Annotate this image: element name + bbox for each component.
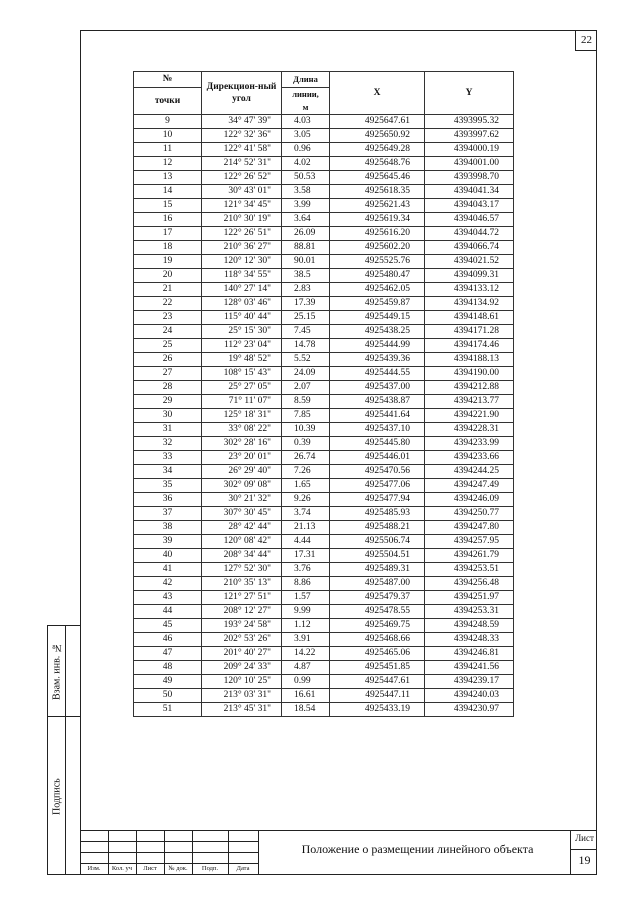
table-row xyxy=(134,661,514,675)
table-row xyxy=(134,227,514,241)
direction-angle-cell: 213° 45' 31" xyxy=(202,703,282,717)
coord-x-cell: 4925437.00 xyxy=(330,381,425,395)
table-row xyxy=(134,479,514,493)
table-row xyxy=(134,143,514,157)
direction-angle-cell: 19° 48' 52" xyxy=(202,353,282,367)
direction-angle-cell: 210° 35' 13" xyxy=(202,577,282,591)
header-length-unit: м xyxy=(282,101,330,115)
table-row xyxy=(134,703,514,717)
coord-x-cell: 4925480.47 xyxy=(330,269,425,283)
point-number-cell: 51 xyxy=(134,703,202,717)
point-number-cell: 27 xyxy=(134,367,202,381)
line-length-cell: 25.15 xyxy=(282,311,330,325)
line-length-cell: 8.86 xyxy=(282,577,330,591)
coord-x-cell: 4925441.64 xyxy=(330,409,425,423)
point-number-cell: 13 xyxy=(134,171,202,185)
coord-x-cell: 4925618.35 xyxy=(330,185,425,199)
coord-y-cell: 4394000.19 xyxy=(425,143,514,157)
table-row xyxy=(134,283,514,297)
header-length-top: Длина xyxy=(282,72,330,88)
coord-x-cell: 4925439.36 xyxy=(330,353,425,367)
line-length-cell: 0.99 xyxy=(282,675,330,689)
point-number-cell: 23 xyxy=(134,311,202,325)
document-title: Положение о размещении линейного объекта xyxy=(301,842,534,856)
coord-x-cell: 4925437.10 xyxy=(330,423,425,437)
coord-y-cell: 4394188.13 xyxy=(425,353,514,367)
direction-angle-cell: 121° 34' 45" xyxy=(202,199,282,213)
line-length-cell: 3.58 xyxy=(282,185,330,199)
direction-angle-cell: 120° 08' 42" xyxy=(202,535,282,549)
table-row xyxy=(134,563,514,577)
direction-angle-cell: 302° 09' 08" xyxy=(202,479,282,493)
table-row xyxy=(134,605,514,619)
header-x: X xyxy=(330,72,425,115)
table-row xyxy=(134,325,514,339)
direction-angle-cell: 213° 03' 31" xyxy=(202,689,282,703)
point-number-cell: 49 xyxy=(134,675,202,689)
coord-x-cell: 4925449.15 xyxy=(330,311,425,325)
table-row xyxy=(134,353,514,367)
direction-angle-cell: 25° 15' 30" xyxy=(202,325,282,339)
direction-angle-cell: 210° 30' 19" xyxy=(202,213,282,227)
line-length-cell: 14.78 xyxy=(282,339,330,353)
point-number-cell: 25 xyxy=(134,339,202,353)
table-row xyxy=(134,129,514,143)
coord-x-cell: 4925485.93 xyxy=(330,507,425,521)
point-number-cell: 17 xyxy=(134,227,202,241)
point-number-cell: 19 xyxy=(134,255,202,269)
table-row xyxy=(134,437,514,451)
page-number: 22 xyxy=(575,31,597,51)
point-number-cell: 37 xyxy=(134,507,202,521)
direction-angle-cell: 120° 12' 30" xyxy=(202,255,282,269)
coord-y-cell: 4394099.31 xyxy=(425,269,514,283)
stamp-label-list: Лист xyxy=(143,865,157,872)
table-row xyxy=(134,199,514,213)
coord-y-cell: 4394256.48 xyxy=(425,577,514,591)
line-length-cell: 1.12 xyxy=(282,619,330,633)
header-length-mid: линии, xyxy=(282,88,330,102)
table-row xyxy=(134,507,514,521)
coord-y-cell: 4394253.31 xyxy=(425,605,514,619)
point-number-cell: 39 xyxy=(134,535,202,549)
sheet-number: 19 xyxy=(578,853,591,867)
point-number-cell: 10 xyxy=(134,129,202,143)
line-length-cell: 8.59 xyxy=(282,395,330,409)
direction-angle-cell: 30° 21' 32" xyxy=(202,493,282,507)
coord-x-cell: 4925470.56 xyxy=(330,465,425,479)
coord-x-cell: 4925506.74 xyxy=(330,535,425,549)
table-row xyxy=(134,241,514,255)
direction-angle-cell: 115° 40' 44" xyxy=(202,311,282,325)
coord-y-cell: 4394001.00 xyxy=(425,157,514,171)
direction-angle-cell: 33° 08' 22" xyxy=(202,423,282,437)
coord-x-cell: 4925602.20 xyxy=(330,241,425,255)
coord-x-cell: 4925446.01 xyxy=(330,451,425,465)
point-number-cell: 22 xyxy=(134,297,202,311)
table-row xyxy=(134,311,514,325)
coord-y-cell: 4393998.70 xyxy=(425,171,514,185)
coord-x-cell: 4925462.05 xyxy=(330,283,425,297)
point-number-cell: 50 xyxy=(134,689,202,703)
line-length-cell: 14.22 xyxy=(282,647,330,661)
coord-x-cell: 4925649.28 xyxy=(330,143,425,157)
direction-angle-cell: 122° 26' 52" xyxy=(202,171,282,185)
coord-y-cell: 4394228.31 xyxy=(425,423,514,437)
direction-angle-cell: 23° 20' 01" xyxy=(202,451,282,465)
direction-angle-cell: 122° 32' 36" xyxy=(202,129,282,143)
direction-angle-cell: 127° 52' 30" xyxy=(202,563,282,577)
coord-y-cell: 4394133.12 xyxy=(425,283,514,297)
coord-x-cell: 4925468.66 xyxy=(330,633,425,647)
direction-angle-cell: 25° 27' 05" xyxy=(202,381,282,395)
coord-y-cell: 4394250.77 xyxy=(425,507,514,521)
title-block xyxy=(80,830,597,875)
line-length-cell: 24.09 xyxy=(282,367,330,381)
point-number-cell: 21 xyxy=(134,283,202,297)
table-row xyxy=(134,255,514,269)
coord-x-cell: 4925489.31 xyxy=(330,563,425,577)
line-length-cell: 4.44 xyxy=(282,535,330,549)
line-length-cell: 50.53 xyxy=(282,171,330,185)
direction-angle-cell: 121° 27' 51" xyxy=(202,591,282,605)
line-length-cell: 3.91 xyxy=(282,633,330,647)
coord-y-cell: 4394230.97 xyxy=(425,703,514,717)
direction-angle-cell: 201° 40' 27" xyxy=(202,647,282,661)
point-number-cell: 45 xyxy=(134,619,202,633)
coord-y-cell: 4394233.99 xyxy=(425,437,514,451)
coordinates-table xyxy=(133,71,514,717)
point-number-cell: 16 xyxy=(134,213,202,227)
point-number-cell: 40 xyxy=(134,549,202,563)
point-number-cell: 28 xyxy=(134,381,202,395)
line-length-cell: 16.61 xyxy=(282,689,330,703)
point-number-cell: 38 xyxy=(134,521,202,535)
direction-angle-cell: 30° 43' 01" xyxy=(202,185,282,199)
line-length-cell: 3.76 xyxy=(282,563,330,577)
line-length-cell: 26.09 xyxy=(282,227,330,241)
direction-angle-cell: 112° 23' 04" xyxy=(202,339,282,353)
table-body xyxy=(134,115,514,717)
coord-x-cell: 4925647.61 xyxy=(330,115,425,129)
coord-y-cell: 4394241.56 xyxy=(425,661,514,675)
line-length-cell: 3.64 xyxy=(282,213,330,227)
point-number-cell: 41 xyxy=(134,563,202,577)
coord-y-cell: 4394246.81 xyxy=(425,647,514,661)
coord-x-cell: 4925433.19 xyxy=(330,703,425,717)
line-length-cell: 26.74 xyxy=(282,451,330,465)
coord-y-cell: 4394021.52 xyxy=(425,255,514,269)
direction-angle-cell: 26° 29' 40" xyxy=(202,465,282,479)
line-length-cell: 38.5 xyxy=(282,269,330,283)
table-row xyxy=(134,535,514,549)
point-number-cell: 31 xyxy=(134,423,202,437)
point-number-cell: 36 xyxy=(134,493,202,507)
stamp-label-doc-num: № док. xyxy=(168,865,188,872)
coord-x-cell: 4925447.61 xyxy=(330,675,425,689)
line-length-cell: 7.85 xyxy=(282,409,330,423)
table-header xyxy=(134,72,514,115)
coord-x-cell: 4925488.21 xyxy=(330,521,425,535)
line-length-cell: 3.05 xyxy=(282,129,330,143)
point-number-cell: 34 xyxy=(134,465,202,479)
table-row xyxy=(134,213,514,227)
line-length-cell: 0.39 xyxy=(282,437,330,451)
table-row xyxy=(134,647,514,661)
stamp-label-podp: Подп. xyxy=(201,865,219,872)
coord-y-cell: 4394246.09 xyxy=(425,493,514,507)
coord-y-cell: 4394148.61 xyxy=(425,311,514,325)
point-number-cell: 32 xyxy=(134,437,202,451)
coord-y-cell: 4394247.49 xyxy=(425,479,514,493)
coord-y-cell: 4394066.74 xyxy=(425,241,514,255)
table-row xyxy=(134,591,514,605)
coord-x-cell: 4925478.55 xyxy=(330,605,425,619)
line-length-cell: 0.96 xyxy=(282,143,330,157)
table-row xyxy=(134,409,514,423)
point-number-cell: 12 xyxy=(134,157,202,171)
header-angle-label: Дирекцион-ный угол xyxy=(206,82,277,104)
coord-y-cell: 4393995.32 xyxy=(425,115,514,129)
table-row xyxy=(134,633,514,647)
coord-y-cell: 4394190.00 xyxy=(425,367,514,381)
coord-y-cell: 4394043.17 xyxy=(425,199,514,213)
table-row xyxy=(134,675,514,689)
coord-x-cell: 4925525.76 xyxy=(330,255,425,269)
sheet-label: Лист xyxy=(575,833,594,843)
header-num-sub: точки xyxy=(134,88,202,115)
point-number-cell: 42 xyxy=(134,577,202,591)
coord-y-cell: 4394041.34 xyxy=(425,185,514,199)
line-length-cell: 9.99 xyxy=(282,605,330,619)
table-row xyxy=(134,367,514,381)
point-number-cell: 33 xyxy=(134,451,202,465)
coord-x-cell: 4925650.92 xyxy=(330,129,425,143)
direction-angle-cell: 120° 10' 25" xyxy=(202,675,282,689)
table-row xyxy=(134,577,514,591)
coord-x-cell: 4925438.25 xyxy=(330,325,425,339)
point-number-cell: 35 xyxy=(134,479,202,493)
coord-x-cell: 4925447.11 xyxy=(330,689,425,703)
point-number-cell: 44 xyxy=(134,605,202,619)
direction-angle-cell: 202° 53' 26" xyxy=(202,633,282,647)
coord-x-cell: 4925616.20 xyxy=(330,227,425,241)
coord-y-cell: 4394247.80 xyxy=(425,521,514,535)
direction-angle-cell: 208° 12' 27" xyxy=(202,605,282,619)
line-length-cell: 4.02 xyxy=(282,157,330,171)
line-length-cell: 7.26 xyxy=(282,465,330,479)
point-number-cell: 29 xyxy=(134,395,202,409)
header-angle xyxy=(202,72,282,115)
point-number-cell: 20 xyxy=(134,269,202,283)
table-row xyxy=(134,339,514,353)
line-length-cell: 18.54 xyxy=(282,703,330,717)
direction-angle-cell: 122° 26' 51" xyxy=(202,227,282,241)
direction-angle-cell: 209° 24' 33" xyxy=(202,661,282,675)
point-number-cell: 11 xyxy=(134,143,202,157)
table-row xyxy=(134,297,514,311)
point-number-cell: 30 xyxy=(134,409,202,423)
coord-y-cell: 4394248.33 xyxy=(425,633,514,647)
direction-angle-cell: 193° 24' 58" xyxy=(202,619,282,633)
coord-y-cell: 4394212.88 xyxy=(425,381,514,395)
table-row xyxy=(134,549,514,563)
coord-y-cell: 4394174.46 xyxy=(425,339,514,353)
line-length-cell: 1.57 xyxy=(282,591,330,605)
direction-angle-cell: 208° 34' 44" xyxy=(202,549,282,563)
table-row xyxy=(134,619,514,633)
direction-angle-cell: 125° 18' 31" xyxy=(202,409,282,423)
coord-x-cell: 4925477.94 xyxy=(330,493,425,507)
side-stamp xyxy=(47,625,81,875)
point-number-cell: 24 xyxy=(134,325,202,339)
coord-x-cell: 4925619.34 xyxy=(330,213,425,227)
line-length-cell: 5.52 xyxy=(282,353,330,367)
direction-angle-cell: 34° 47' 39" xyxy=(202,115,282,129)
table-row xyxy=(134,395,514,409)
coord-y-cell: 4394257.95 xyxy=(425,535,514,549)
coord-y-cell: 4394171.28 xyxy=(425,325,514,339)
point-number-cell: 9 xyxy=(134,115,202,129)
stamp-label-kol-uch: Кол. уч xyxy=(111,865,133,872)
vzam-inv-label: Взам. инв. № xyxy=(51,642,63,700)
coord-x-cell: 4925451.85 xyxy=(330,661,425,675)
line-length-cell: 1.65 xyxy=(282,479,330,493)
coord-x-cell: 4925438.87 xyxy=(330,395,425,409)
coord-y-cell: 4394233.66 xyxy=(425,451,514,465)
coord-y-cell: 4394240.03 xyxy=(425,689,514,703)
coord-x-cell: 4925487.00 xyxy=(330,577,425,591)
table-row xyxy=(134,157,514,171)
header-num: № xyxy=(134,72,202,88)
table-row xyxy=(134,171,514,185)
line-length-cell: 7.45 xyxy=(282,325,330,339)
point-number-cell: 26 xyxy=(134,353,202,367)
line-length-cell: 21.13 xyxy=(282,521,330,535)
direction-angle-cell: 28° 42' 44" xyxy=(202,521,282,535)
coord-y-cell: 4394261.79 xyxy=(425,549,514,563)
coord-x-cell: 4925444.55 xyxy=(330,367,425,381)
line-length-cell: 9.26 xyxy=(282,493,330,507)
direction-angle-cell: 71° 11' 07" xyxy=(202,395,282,409)
table-row xyxy=(134,465,514,479)
coord-y-cell: 4394239.17 xyxy=(425,675,514,689)
point-number-cell: 46 xyxy=(134,633,202,647)
table-row xyxy=(134,689,514,703)
coord-x-cell: 4925444.99 xyxy=(330,339,425,353)
coord-y-cell: 4394248.59 xyxy=(425,619,514,633)
point-number-cell: 18 xyxy=(134,241,202,255)
table-row xyxy=(134,269,514,283)
direction-angle-cell: 140° 27' 14" xyxy=(202,283,282,297)
direction-angle-cell: 302° 28' 16" xyxy=(202,437,282,451)
stamp-label-izm: Изм. xyxy=(87,865,101,872)
direction-angle-cell: 210° 36' 27" xyxy=(202,241,282,255)
coord-x-cell: 4925459.87 xyxy=(330,297,425,311)
table-row xyxy=(134,381,514,395)
coord-y-cell: 4394044.72 xyxy=(425,227,514,241)
coord-x-cell: 4925648.76 xyxy=(330,157,425,171)
coord-x-cell: 4925621.43 xyxy=(330,199,425,213)
table-row xyxy=(134,493,514,507)
point-number-cell: 15 xyxy=(134,199,202,213)
point-number-cell: 47 xyxy=(134,647,202,661)
line-length-cell: 4.87 xyxy=(282,661,330,675)
table-row xyxy=(134,521,514,535)
direction-angle-cell: 307° 30' 45" xyxy=(202,507,282,521)
line-length-cell: 17.31 xyxy=(282,549,330,563)
line-length-cell: 4.03 xyxy=(282,115,330,129)
coord-y-cell: 4394244.25 xyxy=(425,465,514,479)
line-length-cell: 2.83 xyxy=(282,283,330,297)
direction-angle-cell: 118° 34' 55" xyxy=(202,269,282,283)
point-number-cell: 48 xyxy=(134,661,202,675)
coord-y-cell: 4394251.97 xyxy=(425,591,514,605)
line-length-cell: 2.07 xyxy=(282,381,330,395)
line-length-cell: 3.74 xyxy=(282,507,330,521)
line-length-cell: 88.81 xyxy=(282,241,330,255)
coord-x-cell: 4925479.37 xyxy=(330,591,425,605)
point-number-cell: 14 xyxy=(134,185,202,199)
stamp-label-date: Дата xyxy=(236,865,250,872)
coord-x-cell: 4925504.51 xyxy=(330,549,425,563)
table-row xyxy=(134,115,514,129)
coord-x-cell: 4925645.46 xyxy=(330,171,425,185)
direction-angle-cell: 122° 41' 58" xyxy=(202,143,282,157)
line-length-cell: 17.39 xyxy=(282,297,330,311)
header-y: Y xyxy=(425,72,514,115)
direction-angle-cell: 128° 03' 46" xyxy=(202,297,282,311)
coord-x-cell: 4925445.80 xyxy=(330,437,425,451)
table-row xyxy=(134,451,514,465)
coord-y-cell: 4394221.90 xyxy=(425,409,514,423)
podpis-label: Подпись xyxy=(51,778,63,816)
table-row xyxy=(134,185,514,199)
line-length-cell: 90.01 xyxy=(282,255,330,269)
coord-y-cell: 4394046.57 xyxy=(425,213,514,227)
line-length-cell: 10.39 xyxy=(282,423,330,437)
coord-y-cell: 4393997.62 xyxy=(425,129,514,143)
coord-y-cell: 4394134.92 xyxy=(425,297,514,311)
point-number-cell: 43 xyxy=(134,591,202,605)
coord-x-cell: 4925469.75 xyxy=(330,619,425,633)
direction-angle-cell: 214° 52' 31" xyxy=(202,157,282,171)
coord-y-cell: 4394253.51 xyxy=(425,563,514,577)
direction-angle-cell: 108° 15' 43" xyxy=(202,367,282,381)
table-row xyxy=(134,423,514,437)
coord-x-cell: 4925477.06 xyxy=(330,479,425,493)
coord-y-cell: 4394213.77 xyxy=(425,395,514,409)
coord-x-cell: 4925465.06 xyxy=(330,647,425,661)
line-length-cell: 3.99 xyxy=(282,199,330,213)
